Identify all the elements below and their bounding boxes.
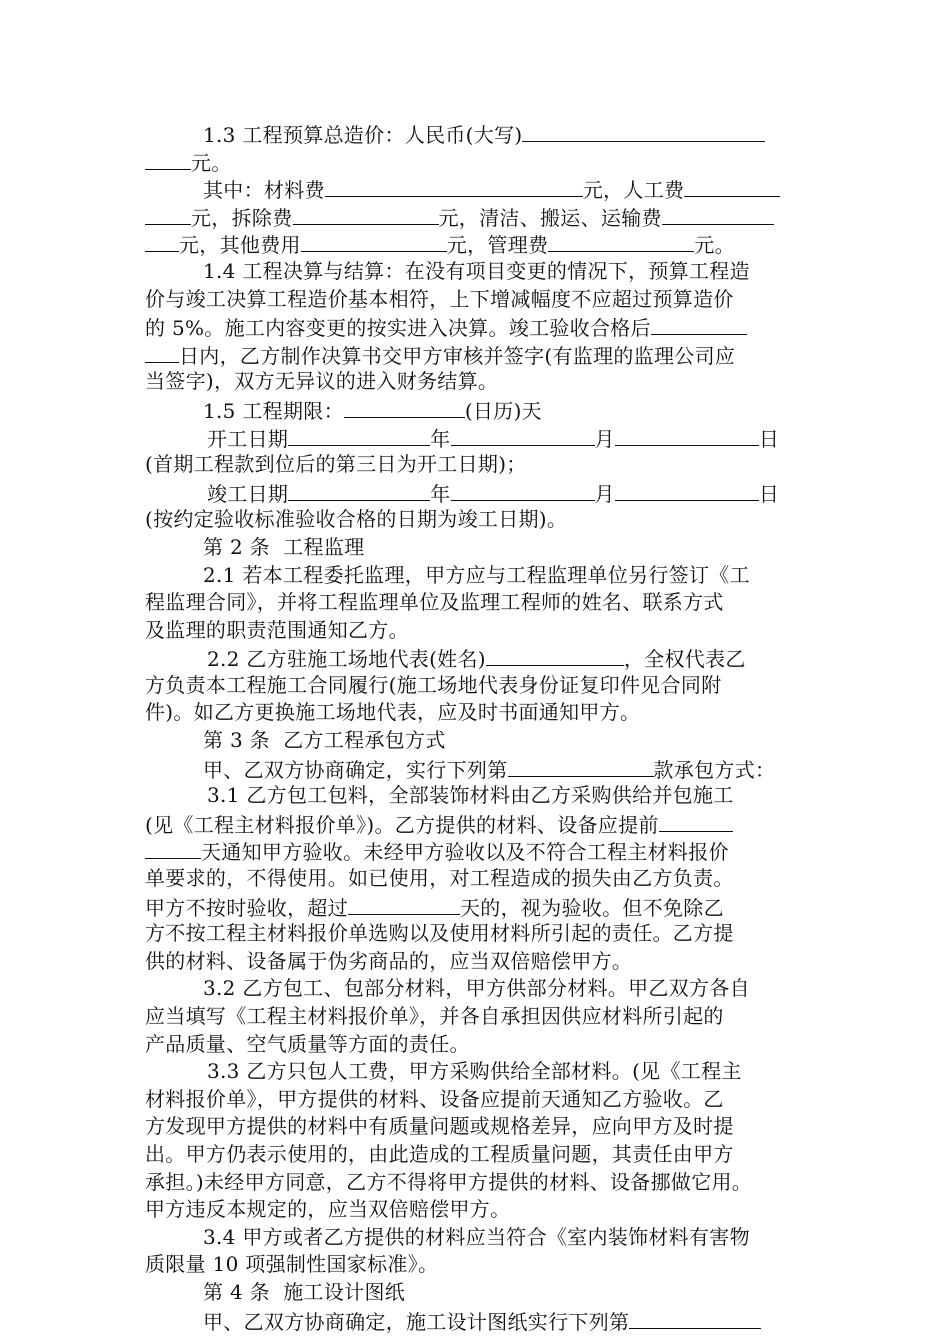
end-date-note bbox=[145, 506, 810, 534]
text: 元，管理费 bbox=[446, 233, 549, 258]
text: 甲方违反本规定的，应当双倍赔偿甲方。 bbox=[145, 1197, 511, 1222]
text: 材料报价单》，甲方提供的材料、设备应提前天通知乙方验收。乙 bbox=[145, 1086, 724, 1111]
text: 3.3 乙方只包人工费，甲方采购供给全部材料。(见《工程主 bbox=[207, 1059, 742, 1084]
text: 元，清洁、搬运、运输费 bbox=[438, 205, 662, 230]
text: ，全权代表乙 bbox=[623, 647, 746, 672]
text: 承担。)未经甲方同意，乙方不得将甲方提供的材料、设备挪做它用。 bbox=[145, 1169, 753, 1194]
clause-1-3-line-1 bbox=[145, 120, 810, 148]
clause-3-3-line-4 bbox=[145, 1141, 810, 1169]
article-4-heading bbox=[145, 1279, 810, 1307]
blank-field bbox=[651, 313, 747, 335]
text: 1.5 工程期限： bbox=[203, 398, 344, 423]
clause-1-4-line-3 bbox=[145, 313, 810, 341]
blank-field bbox=[615, 479, 759, 501]
blank-field bbox=[145, 148, 191, 170]
clause-1-3-line-5 bbox=[145, 230, 810, 258]
text: (见《工程主材料报价单》)。乙方提供的材料、设备应提前 bbox=[145, 812, 659, 837]
clause-3-2-line-2 bbox=[145, 1003, 810, 1031]
text: 3.1 乙方包工包料，全部装饰材料由乙方采购供给并包施工 bbox=[207, 783, 734, 808]
blank-field bbox=[522, 120, 765, 142]
clause-1-3-line-3 bbox=[145, 175, 810, 203]
blank-field bbox=[145, 203, 191, 225]
end-date-label: 竣工日期 bbox=[207, 481, 289, 506]
clause-1-5-line-1 bbox=[145, 396, 810, 424]
text: 月 bbox=[594, 426, 615, 451]
blank-field bbox=[615, 424, 759, 446]
start-date-line bbox=[145, 424, 810, 452]
blank-field bbox=[145, 341, 179, 363]
article-2-heading bbox=[145, 534, 810, 562]
clause-2-1-line-3 bbox=[145, 617, 810, 645]
clause-2-2-line-1 bbox=[145, 644, 810, 672]
text: (日历)天 bbox=[464, 398, 542, 423]
text: 年 bbox=[430, 481, 451, 506]
text: 日内，乙方制作决算书交甲方审核并签字(有监理的监理公司应 bbox=[179, 343, 736, 368]
text: 天通知甲方验收。未经甲方验收以及不符合工程主材料报价 bbox=[201, 840, 729, 865]
clause-1-4-line-5 bbox=[145, 368, 810, 396]
blank-field bbox=[348, 893, 460, 915]
blank-field bbox=[344, 396, 465, 418]
blank-field bbox=[629, 1307, 761, 1329]
blank-field bbox=[293, 203, 439, 225]
text: 单要求的，不得使用。如已使用，对工程造成的损失由乙方负责。 bbox=[145, 866, 734, 891]
clause-3-1-line-2 bbox=[145, 810, 810, 838]
clause-2-1-line-1 bbox=[145, 562, 810, 590]
text: (按约定验收标准验收合格的日期为竣工日期)。 bbox=[145, 507, 568, 532]
text: 方不按工程主材料报价单选购以及使用材料所引起的责任。乙方提 bbox=[145, 921, 734, 946]
blank-field bbox=[662, 203, 774, 225]
contract-body bbox=[145, 120, 810, 1334]
blank-field bbox=[508, 755, 654, 777]
text: 应当填写《工程主材料报价单》，并各自承担因供应材料所引起的 bbox=[145, 1004, 724, 1028]
text: 元。 bbox=[191, 150, 232, 175]
start-date-label: 开工日期 bbox=[207, 426, 289, 451]
text: 甲、乙双方协商确定，施工设计图纸实行下列第 bbox=[203, 1309, 630, 1334]
text: 3.2 乙方包工、包部分材料，甲方供部分材料。甲乙双方各自 bbox=[203, 976, 750, 1001]
clause-3-1-line-4 bbox=[145, 865, 810, 893]
text: 元，人工费 bbox=[582, 178, 685, 203]
text: 质限量 10 项强制性国家标准》。 bbox=[145, 1252, 439, 1277]
blank-field bbox=[451, 424, 595, 446]
text: 元。 bbox=[694, 233, 735, 258]
text: 当签字)，双方无异议的进入财务结算。 bbox=[145, 369, 499, 394]
blank-field bbox=[548, 230, 694, 252]
clause-1-4-line-2 bbox=[145, 286, 810, 314]
text: 产品质量、空气质量等方面的责任。 bbox=[145, 1031, 470, 1056]
text: 日 bbox=[758, 426, 780, 451]
clause-3-2-line-1 bbox=[145, 975, 810, 1003]
text: 月 bbox=[594, 481, 615, 506]
blank-field bbox=[288, 424, 430, 446]
text: 款承包方式： bbox=[653, 757, 776, 782]
blank-field bbox=[659, 810, 733, 832]
clause-1-3-line-4 bbox=[145, 203, 810, 231]
text: 元，拆除费 bbox=[191, 205, 293, 230]
text: 出。甲方仍表示使用的，由此造成的工程质量问题，其责任由甲方 bbox=[145, 1141, 734, 1166]
article-4-intro bbox=[145, 1307, 810, 1335]
text: 供的材料、设备属于伪劣商品的，应当双倍赔偿甲方。 bbox=[145, 948, 633, 973]
text: 其中：材料费 bbox=[203, 178, 325, 203]
clause-3-1-line-5 bbox=[145, 893, 810, 921]
clause-1-4-line-1 bbox=[145, 258, 810, 286]
blank-field bbox=[301, 230, 447, 252]
text: 1.4 工程决算与结算：在没有项目变更的情况下，预算工程造 bbox=[203, 258, 750, 283]
text: 2.1 若本工程委托监理，甲方应与工程监理单位另行签订《工 bbox=[203, 562, 750, 587]
clause-2-2-line-3 bbox=[145, 699, 810, 727]
clause-3-2-line-3 bbox=[145, 1031, 810, 1059]
heading: 第 4 条 施工设计图纸 bbox=[203, 1279, 406, 1304]
clause-3-3-line-3 bbox=[145, 1113, 810, 1141]
clause-2-2-line-2 bbox=[145, 672, 810, 700]
blank-field bbox=[145, 230, 179, 252]
text: 程监理合同》，并将工程监理单位及监理工程师的姓名、联系方式 bbox=[145, 590, 724, 615]
blank-field bbox=[325, 175, 583, 197]
blank-field bbox=[145, 837, 201, 859]
heading: 第 2 条 工程监理 bbox=[203, 534, 365, 559]
text: 方发现甲方提供的材料中有质量问题或规格差异，应向甲方及时提 bbox=[145, 1114, 734, 1139]
text: 甲方不按时验收，超过 bbox=[145, 895, 348, 920]
text: (首期工程款到位后的第三日为开工日期)； bbox=[145, 452, 527, 477]
clause-3-1-line-6 bbox=[145, 920, 810, 948]
text: 及监理的职责范围通知乙方。 bbox=[145, 617, 409, 642]
article-3-intro bbox=[145, 755, 810, 783]
text: 年 bbox=[430, 426, 451, 451]
text: 甲、乙双方协商确定，实行下列第 bbox=[203, 757, 508, 782]
text: 元，其他费用 bbox=[179, 233, 301, 258]
blank-field bbox=[684, 175, 780, 197]
clause-3-1-line-3 bbox=[145, 837, 810, 865]
article-3-heading bbox=[145, 727, 810, 755]
clause-3-4-line-1 bbox=[145, 1224, 810, 1252]
clause-3-3-line-5 bbox=[145, 1169, 810, 1197]
clause-3-1-line-1 bbox=[145, 782, 810, 810]
end-date-line bbox=[145, 479, 810, 507]
blank-field bbox=[486, 644, 624, 666]
clause-2-1-line-2 bbox=[145, 589, 810, 617]
clause-1-4-line-4 bbox=[145, 341, 810, 369]
clause-3-3-line-1 bbox=[145, 1058, 810, 1086]
blank-field bbox=[288, 479, 430, 501]
heading: 第 3 条 乙方工程承包方式 bbox=[203, 728, 446, 753]
clause-3-3-line-6 bbox=[145, 1196, 810, 1224]
text: 方负责本工程施工合同履行(施工场地代表身份证复印件见合同附 bbox=[145, 672, 722, 697]
text: 3.4 甲方或者乙方提供的材料应当符合《室内装饰材料有害物 bbox=[203, 1224, 750, 1249]
clause-3-1-line-7 bbox=[145, 948, 810, 976]
text: 件)。如乙方更换施工场地代表，应及时书面通知甲方。 bbox=[145, 700, 641, 725]
text: 的 5%。施工内容变更的按实进入决算。竣工验收合格后 bbox=[145, 316, 651, 341]
clause-3-3-line-2 bbox=[145, 1086, 810, 1114]
clause-1-3-line-2 bbox=[145, 148, 810, 176]
clause-3-4-line-2 bbox=[145, 1251, 810, 1279]
text: 2.2 乙方驻施工场地代表(姓名) bbox=[207, 647, 486, 672]
blank-field bbox=[451, 479, 595, 501]
text: 日 bbox=[758, 481, 780, 506]
text: 价与竣工决算工程造价基本相符，上下增减幅度不应超过预算造价 bbox=[145, 286, 734, 311]
start-date-note bbox=[145, 451, 810, 479]
text: 1.3 工程预算总造价：人民币(大写) bbox=[203, 123, 523, 147]
text: 天的，视为验收。但不免除乙 bbox=[460, 895, 724, 920]
